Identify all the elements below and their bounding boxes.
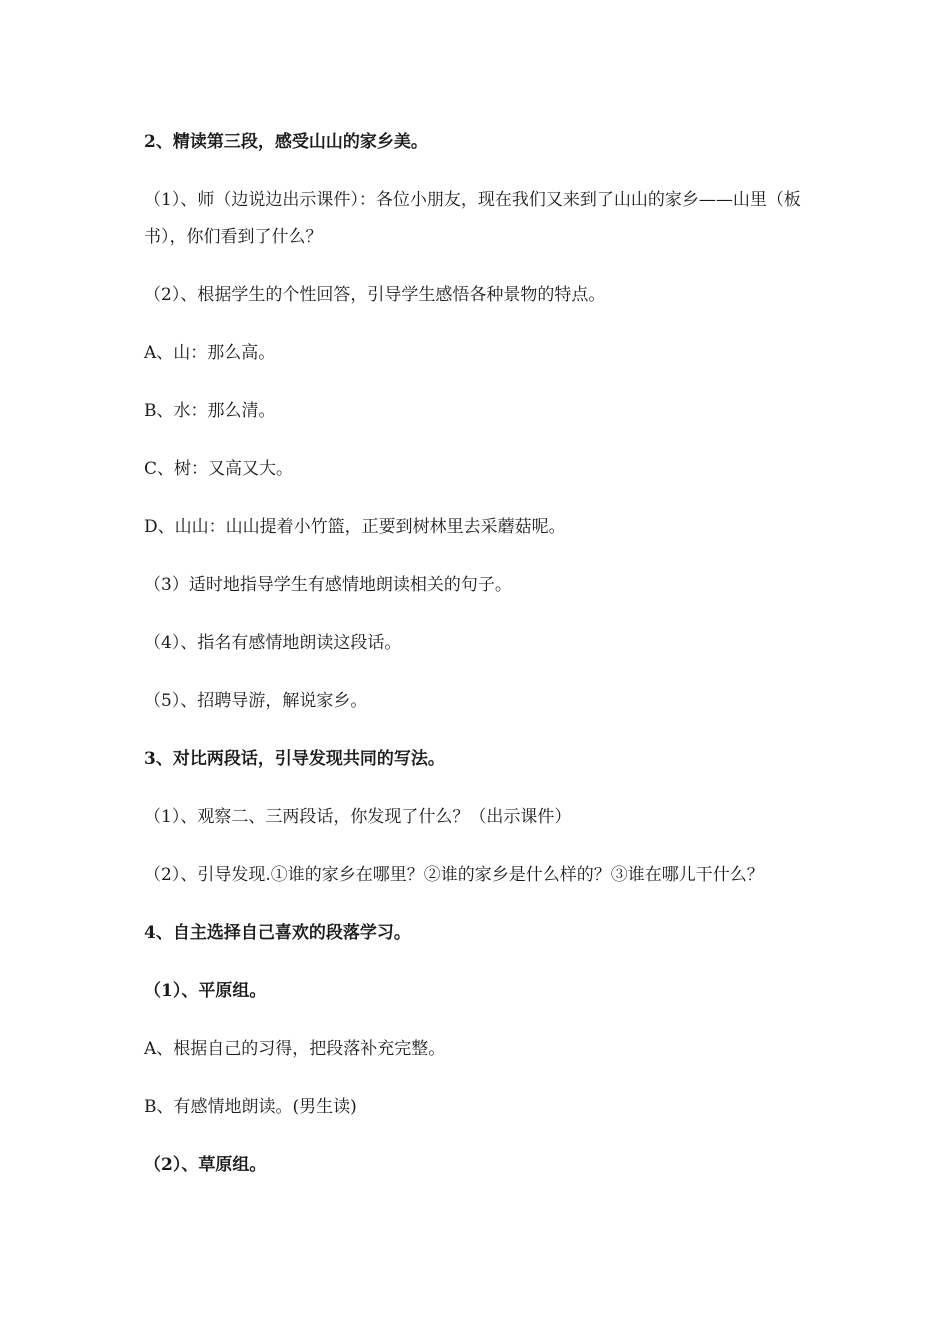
paragraph: （1）、观察二、三两段话，你发现了什么？（出示课件） bbox=[144, 807, 572, 827]
paragraph: （2）、引导发现.①谁的家乡在哪里？②谁的家乡是什么样的？③谁在哪儿干什么？ bbox=[144, 865, 764, 885]
section-heading: 2、精读第三段，感受山山的家乡美。 bbox=[144, 132, 428, 152]
paragraph: （2）、根据学生的个性回答，引导学生感悟各种景物的特点。 bbox=[144, 285, 606, 305]
list-item: B、水：那么清。 bbox=[144, 401, 276, 421]
paragraph: （5）、招聘导游，解说家乡。 bbox=[144, 691, 368, 711]
subsection-heading: （2）、草原组。 bbox=[144, 1155, 267, 1175]
list-item: B、有感情地朗读。(男生读) bbox=[144, 1097, 357, 1117]
section-heading: 3、对比两段话，引导发现共同的写法。 bbox=[144, 749, 445, 769]
list-item: D、山山：山山提着小竹篮，正要到树林里去采蘑菇呢。 bbox=[144, 517, 566, 537]
paragraph: （1）、师（边说边出示课件）：各位小朋友，现在我们又来到了山山的家乡——山里（板书），你们看到了什么？ bbox=[144, 190, 801, 247]
list-item: C、树：又高又大。 bbox=[144, 459, 294, 479]
paragraph: （3）适时地指导学生有感情地朗读相关的句子。 bbox=[144, 575, 512, 595]
document-body bbox=[144, 124, 814, 1205]
subsection-heading: （1）、平原组。 bbox=[144, 981, 267, 1001]
paragraph: （4）、指名有感情地朗读这段话。 bbox=[144, 633, 402, 653]
list-item: A、根据自己的习得，把段落补充完整。 bbox=[144, 1039, 446, 1059]
section-heading: 4、自主选择自己喜欢的段落学习。 bbox=[144, 923, 411, 943]
list-item: A、山：那么高。 bbox=[144, 343, 276, 363]
